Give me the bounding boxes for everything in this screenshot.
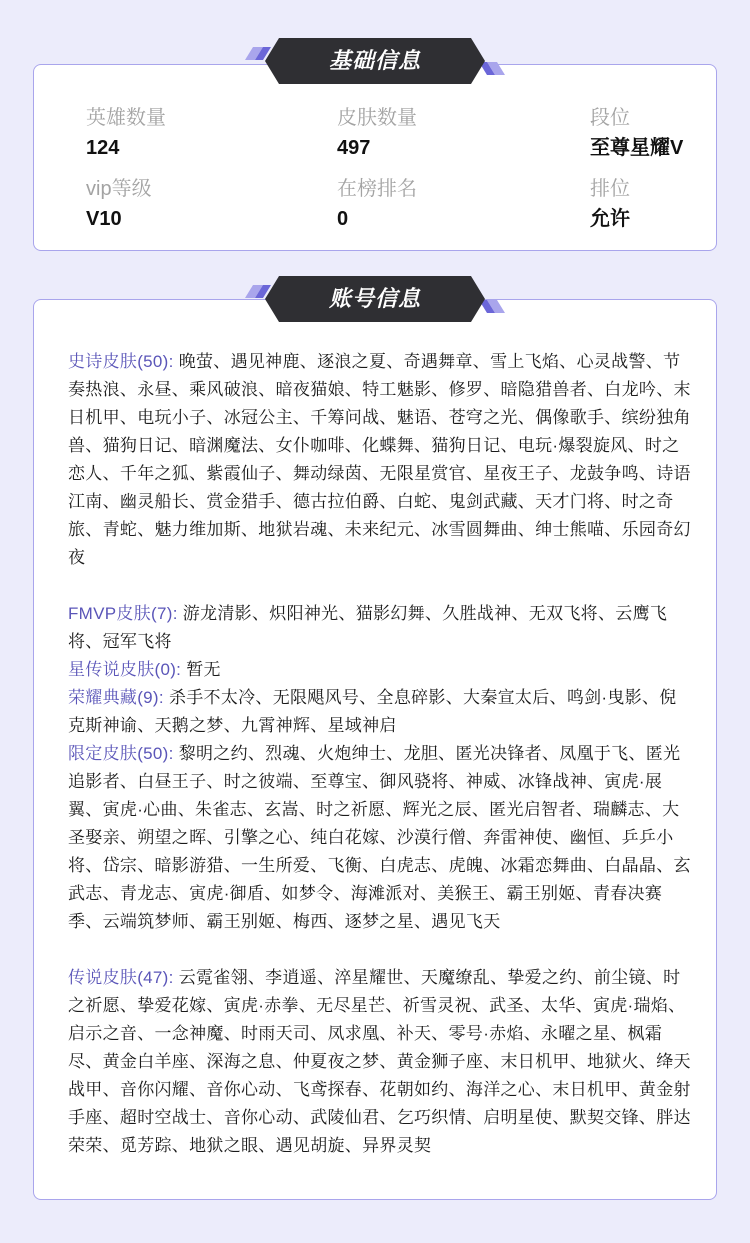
section-items: 黎明之约、烈魂、火炮绅士、龙胆、匿光决锋者、凤凰于飞、匿光追影者、白昼王子、时之彼端、至尊宝、御风骁将、神威、冰锋战神、寅虎·展翼、寅虎·心曲、朱雀志、玄嵩、时之祈愿、辉光之辰、匿光启智者、瑞麟志、大圣娶亲、朔望之晖、引擎之心、纯白花嫁、沙漠行僧、奔雷神使、幽恒、乒乒小将、岱宗、暗影游猎、一生所爱、飞衡、白虎志、虎魄、冰霜恋舞曲、白晶晶、玄武志、青龙志、寅虎·御盾、如梦令、海滩派对、美猴王、霸王别姬、青春决赛季、云端筑梦师、霸王别姬、梅西、逐梦之星、遇见飞天 <box>68 744 691 931</box>
skin-list <box>68 348 692 1160</box>
section-items: 游龙清影、炽阳神光、猫影幻舞、久胜战神、无双飞将、云鹰飞将、冠军飞将 <box>68 604 668 651</box>
section-label: 史诗皮肤(50): <box>68 352 174 371</box>
stat-rank-tier <box>590 106 683 160</box>
section-star-legend-skins <box>68 656 692 684</box>
section-glory-collection <box>68 684 692 740</box>
section-items: 晚萤、遇见神鹿、逐浪之夏、奇遇舞章、雪上飞焰、心灵战警、节奏热浪、永昼、乘风破浪、暗夜猫娘、特工魅影、修罗、暗隐猎兽者、白龙吟、末日机甲、电玩小子、冰冠公主、千筹问战、魅语、苍穹之光、偶像歌手、缤纷独角兽、猫狗日记、暗渊魔法、女仆咖啡、化蝶舞、猫狗日记、电玩·爆裂旋风、时之恋人、千年之狐、紫霞仙子、舞动绿茵、无限星赏官、星夜王子、龙鼓争鸣、诗语江南、幽灵船长、赏金猎手、德古拉伯爵、白蛇、鬼剑武藏、天才门将、时之奇旅、青蛇、魅力维加斯、地狱岩魂、未来纪元、冰雪圆舞曲、绅士熊喵、乐园奇幻夜 <box>68 352 691 567</box>
stat-vip-level <box>86 177 152 231</box>
basic-info-banner <box>245 38 505 84</box>
stat-label: 英雄数量 <box>86 107 166 129</box>
stat-hero-count <box>86 106 166 160</box>
stat-value: 124 <box>86 137 120 159</box>
stat-label: 皮肤数量 <box>337 107 417 129</box>
section-epic-skins <box>68 348 692 572</box>
stat-label: 排位 <box>590 178 630 200</box>
account-info-banner <box>245 276 505 322</box>
section-limited-skins <box>68 740 692 936</box>
basic-info-title: 基础信息 <box>328 48 421 73</box>
stat-value: 0 <box>337 208 349 230</box>
section-label: FMVP皮肤(7): <box>68 604 178 623</box>
section-items: 暂无 <box>186 660 221 679</box>
section-label: 限定皮肤(50): <box>68 744 174 763</box>
section-items: 杀手不太冷、无限飓风号、全息碎影、大秦宣太后、鸣剑·曳影、倪克斯神谕、天鹅之梦、九霄神辉、星域神启 <box>68 688 677 735</box>
stat-value: 497 <box>337 137 371 159</box>
section-label: 荣耀典藏(9): <box>68 688 164 707</box>
stat-skin-count <box>337 106 417 160</box>
section-items: 云霓雀翎、李逍遥、淬星耀世、天魔缭乱、挚爱之约、前尘镜、时之祈愿、挚爱花嫁、寅虎·赤拳、无尽星芒、祈雪灵祝、武圣、太华、寅虎·瑞焰、启示之音、一念神魔、时雨天司、凤求凰、补天、零号·赤焰、永曜之星、枫霜尽、黄金白羊座、深海之息、仲夏夜之梦、黄金狮子座、末日机甲、地狱火、绛天战甲、音你闪耀、音你心动、飞鸢探春、花朝如约、海洋之心、末日机甲、黄金射手座、超时空战士、音你心动、武陵仙君、乞巧织情、启明星使、默契交锋、胖达荣荣、觅芳踪、地狱之眼、遇见胡旋、异界灵契 <box>68 968 691 1155</box>
account-info-title: 账号信息 <box>328 286 421 311</box>
section-legend-skins <box>68 964 692 1160</box>
stat-value: 至尊星耀V <box>590 137 684 159</box>
section-fmvp-skins <box>68 600 692 656</box>
stat-leaderboard-rank <box>337 177 417 231</box>
stat-label: vip等级 <box>86 178 152 200</box>
stat-label: 段位 <box>590 107 630 129</box>
stat-value: V10 <box>86 208 122 230</box>
section-label: 传说皮肤(47): <box>68 968 174 987</box>
stat-label: 在榜排名 <box>337 178 417 200</box>
section-label: 星传说皮肤(0): <box>68 660 182 679</box>
stat-value: 允许 <box>590 208 630 230</box>
stat-ranked-allowed <box>590 177 630 231</box>
